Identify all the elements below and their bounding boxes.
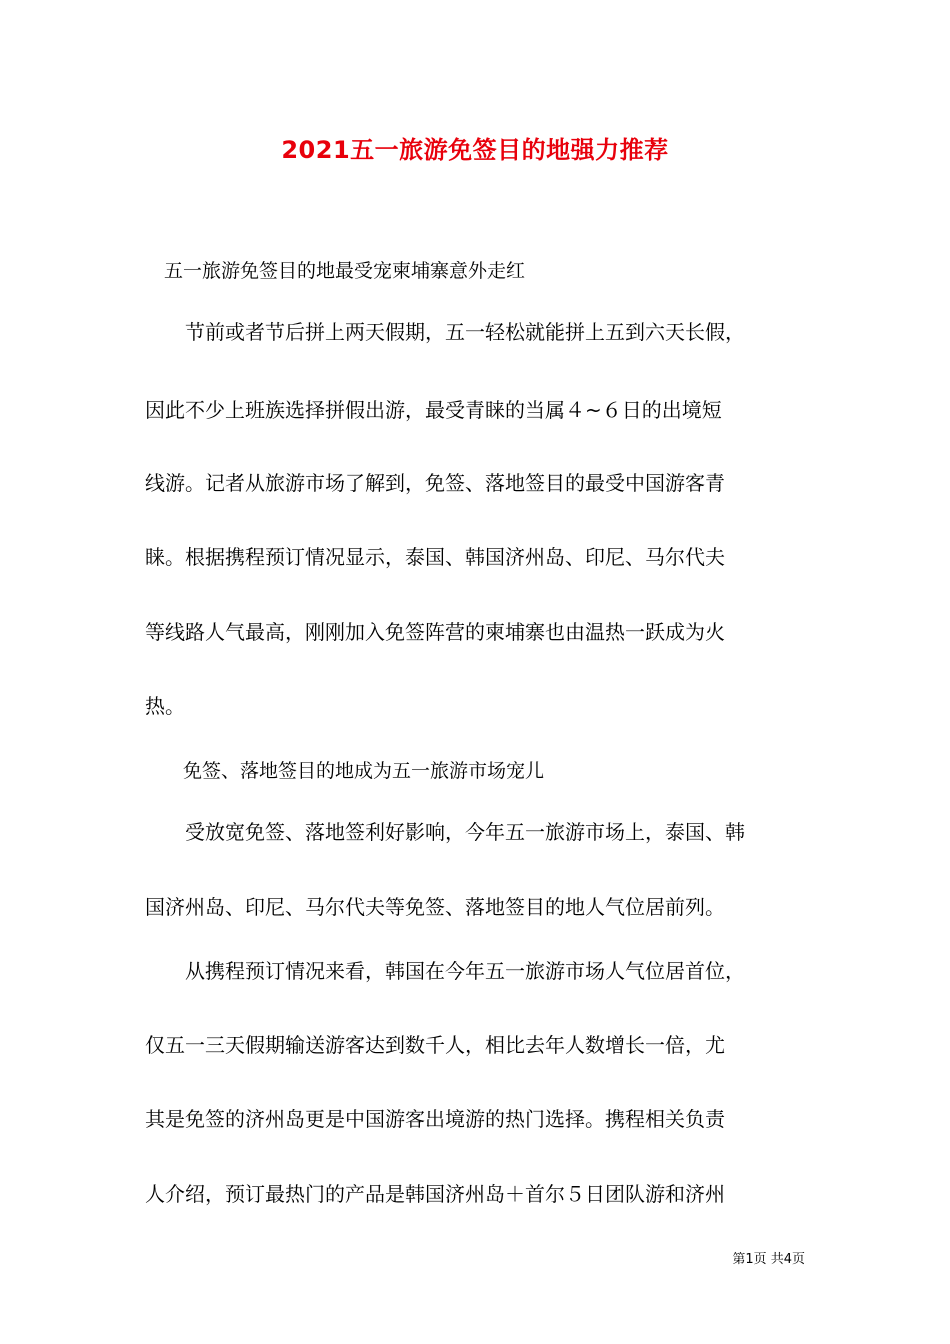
paragraph-line: 热。 [145,694,185,718]
paragraph-line: 因此不少上班族选择拼假出游，最受青睐的当属４~６日的出境短 [145,398,722,422]
paragraph-line: 人介绍，预订最热门的产品是韩国济州岛＋首尔５日团队游和济州 [145,1182,725,1206]
section-heading: 免签、落地签目的地成为五一旅游市场宠儿 [145,760,545,782]
paragraph-line: 其是免签的济州岛更是中国游客出境游的热门选择。携程相关负责 [145,1107,725,1131]
page-number: 第1页 共4页 [732,1252,805,1267]
paragraph-line: 节前或者节后拼上两天假期，五一轻松就能拼上五到六天长假， [145,320,745,344]
paragraph-line: 等线路人气最高，刚刚加入免签阵营的柬埔寨也由温热一跃成为火 [145,620,725,644]
paragraph-line: 睐。根据携程预订情况显示，泰国、韩国济州岛、印尼、马尔代夫 [145,545,725,569]
paragraph-line: 国济州岛、印尼、马尔代夫等免签、落地签目的地人气位居前列。 [145,895,725,919]
paragraph-line: 从携程预订情况来看，韩国在今年五一旅游市场人气位居首位， [145,959,745,983]
paragraph-line: 受放宽免签、落地签利好影响，今年五一旅游市场上，泰国、韩 [145,820,745,844]
section-heading: 五一旅游免签目的地最受宠柬埔寨意外走红 [145,260,526,282]
paragraph-line: 线游。记者从旅游市场了解到，免签、落地签目的最受中国游客青 [145,471,725,495]
document-title: 2021五一旅游免签目的地强力推荐 [281,136,669,164]
paragraph-line: 仅五一三天假期输送游客达到数千人，相比去年人数增长一倍，尤 [145,1033,725,1057]
